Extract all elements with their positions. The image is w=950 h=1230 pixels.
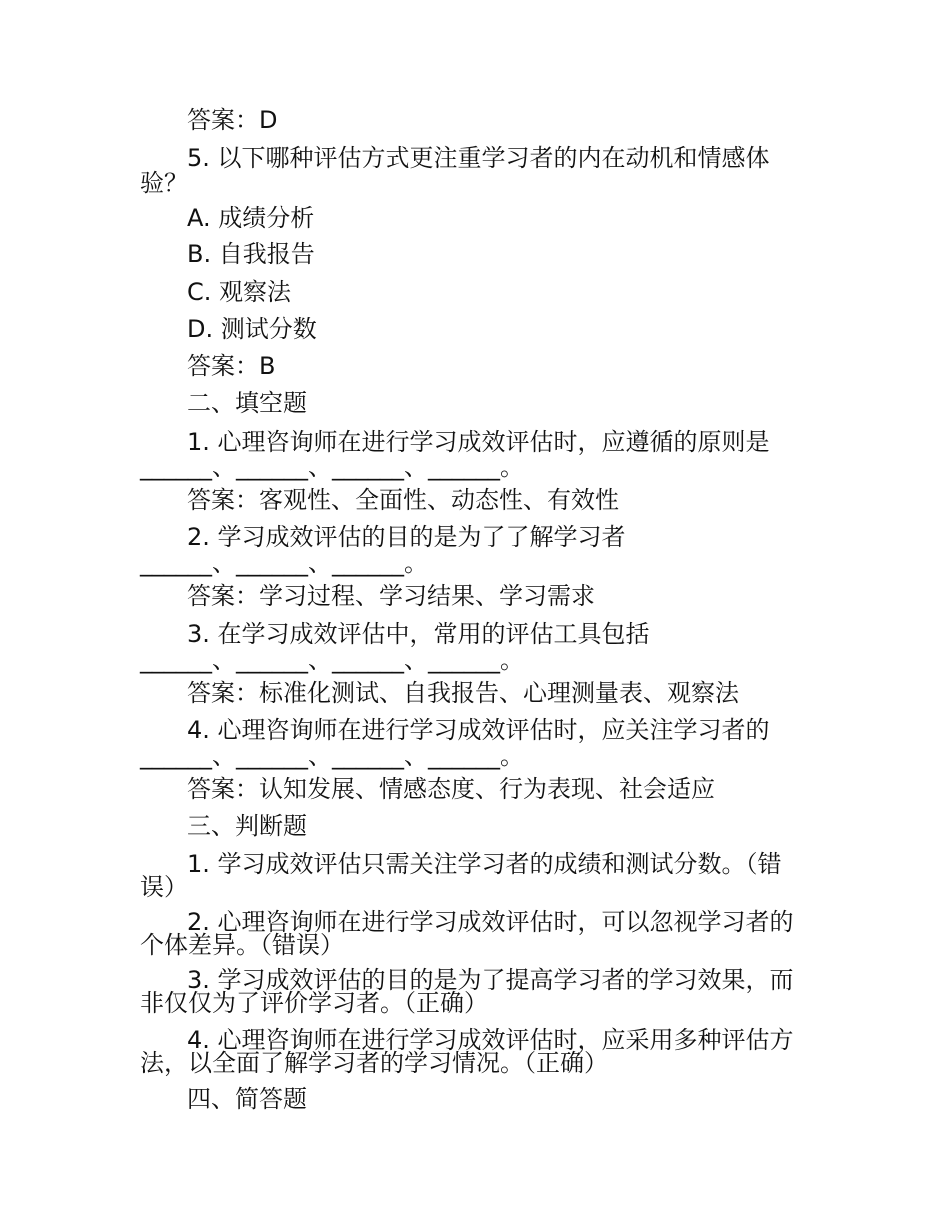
blank-line: ______、______、______、______。 [140, 742, 524, 770]
statement-line: 1. 学习成效评估只需关注学习者的成绩和测试分数。（错 [187, 850, 782, 878]
statement-line-continued: 非仅仅为了评价学习者。（正确） [140, 989, 488, 1017]
option-line: B. 自我报告 [187, 240, 315, 268]
answer-line: 答案：D [187, 106, 278, 134]
blank-line: ______、______、______、______。 [140, 453, 524, 481]
statement-line: 2. 心理咨询师在进行学习成效评估时，可以忽视学习者的 [187, 908, 794, 936]
option-line: D. 测试分数 [187, 315, 317, 343]
answer-line: 答案：标准化测试、自我报告、心理测量表、观察法 [187, 679, 739, 707]
section-heading: 四、简答题 [187, 1085, 307, 1113]
statement-line: 3. 学习成效评估的目的是为了提高学习者的学习效果，而 [187, 966, 794, 994]
option-line: A. 成绩分析 [187, 204, 315, 232]
answer-line: 答案：客观性、全面性、动态性、有效性 [187, 486, 619, 514]
statement-line-continued: 误） [140, 873, 188, 901]
statement-line: 4. 心理咨询师在进行学习成效评估时，应采用多种评估方 [187, 1026, 794, 1054]
question-line-continued: 验？ [140, 169, 188, 197]
statement-line-continued: 个体差异。（错误） [140, 931, 344, 959]
question-line: 1. 心理咨询师在进行学习成效评估时，应遵循的原则是 [187, 428, 770, 456]
blank-line: ______、______、______、______。 [140, 646, 524, 674]
section-heading: 二、填空题 [187, 389, 307, 417]
answer-line: 答案：认知发展、情感态度、行为表现、社会适应 [187, 775, 715, 803]
answer-line: 答案：B [187, 352, 276, 380]
question-line: 5. 以下哪种评估方式更注重学习者的内在动机和情感体 [187, 144, 770, 172]
question-line: 3. 在学习成效评估中，常用的评估工具包括 [187, 620, 650, 648]
section-heading: 三、判断题 [187, 812, 307, 840]
statement-line-continued: 法，以全面了解学习者的学习情况。（正确） [140, 1049, 608, 1077]
option-line: C. 观察法 [187, 278, 292, 306]
answer-line: 答案：学习过程、学习结果、学习需求 [187, 582, 595, 610]
question-line: 4. 心理咨询师在进行学习成效评估时，应关注学习者的 [187, 716, 770, 744]
blank-line: ______、______、______。 [140, 549, 428, 577]
question-line: 2. 学习成效评估的目的是为了了解学习者 [187, 523, 626, 551]
